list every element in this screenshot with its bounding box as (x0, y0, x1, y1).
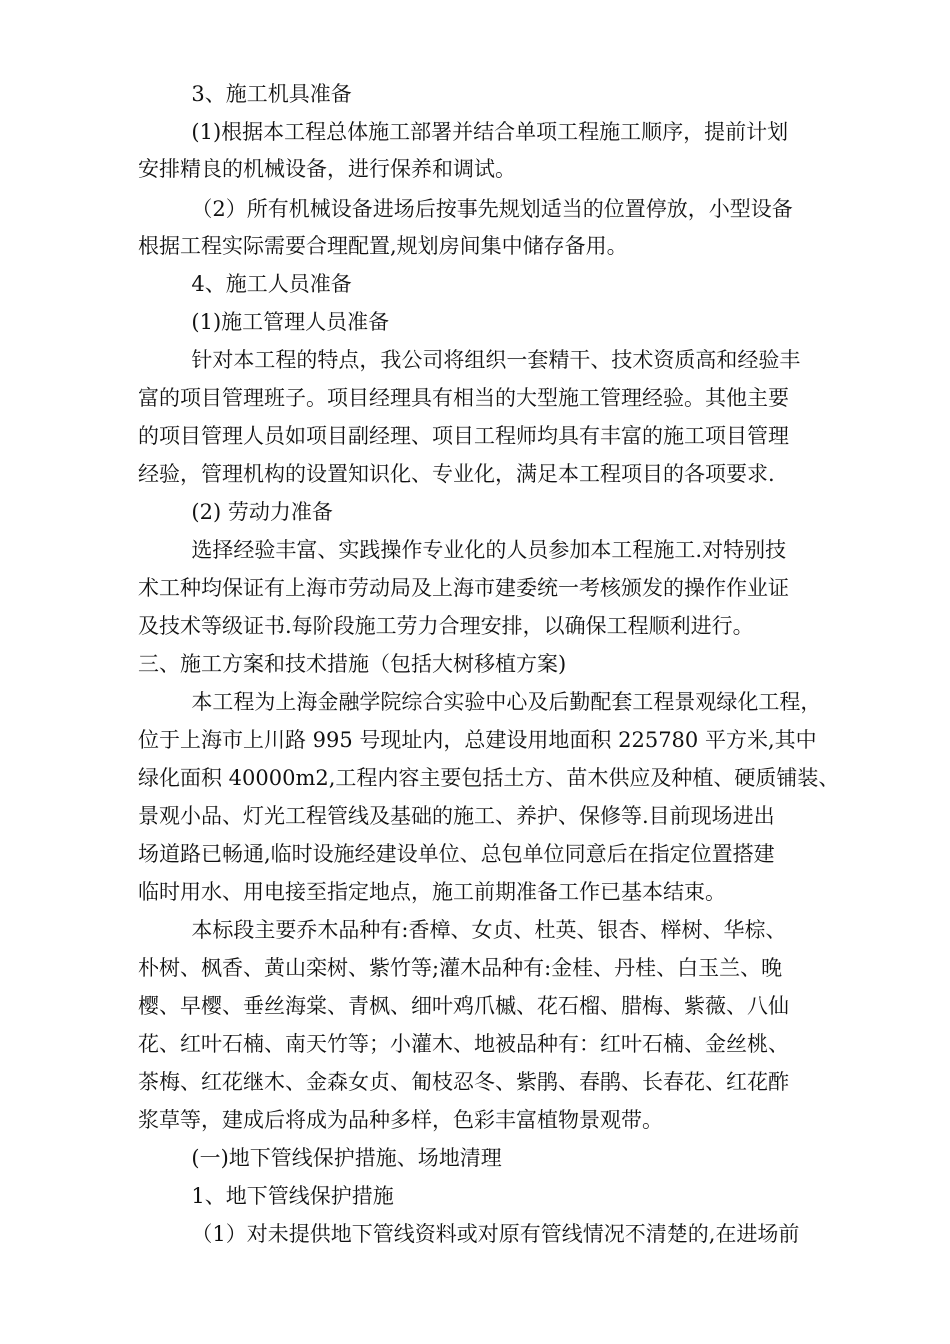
text-line: （2）所有机械设备进场后按事先规划适当的位置停放，小型设备 (138, 197, 793, 221)
text-line: 根据工程实际需要合理配置,规划房间集中储存备用。 (138, 234, 628, 258)
text-line: 临时用水、用电接至指定地点，施工前期准备工作已基本结束。 (138, 880, 726, 904)
text-line: 朴树、枫香、黄山栾树、紫竹等;灌木品种有:金桂、丹桂、白玉兰、晚 (138, 956, 783, 980)
text-line: 本标段主要乔木品种有:香樟、女贞、杜英、银杏、榉树、华棕、 (138, 918, 787, 942)
section-heading: 三、施工方案和技术措施（包括大树移植方案) (138, 652, 567, 676)
text-line: （1）对未提供地下管线资料或对原有管线情况不清楚的,在进场前 (138, 1222, 800, 1246)
text-line: (1)施工管理人员准备 (138, 310, 390, 334)
text-line: 富的项目管理班子。项目经理具有相当的大型施工管理经验。其他主要 (138, 386, 789, 410)
text-line: 浆草等，建成后将成为品种多样，色彩丰富植物景观带。 (138, 1108, 663, 1132)
text-line: 1、地下管线保护措施 (138, 1184, 394, 1208)
text-line: 本工程为上海金融学院综合实验中心及后勤配套工程景观绿化工程， (138, 690, 822, 714)
text-line: (2) 劳动力准备 (138, 500, 333, 524)
text-line: 3、施工机具准备 (138, 82, 352, 106)
text-line: (一)地下管线保护措施、场地清理 (138, 1146, 502, 1170)
text-line: 安排精良的机械设备，进行保养和调试。 (138, 157, 516, 181)
text-line: 针对本工程的特点，我公司将组织一套精干、技术资质高和经验丰 (138, 348, 801, 372)
text-line: 选择经验丰富、实践操作专业化的人员参加本工程施工.对特别技 (138, 538, 787, 562)
text-line: 花、红叶石楠、南天竹等；小灌木、地被品种有：红叶石楠、金丝桃、 (138, 1032, 789, 1056)
text-line: 景观小品、灯光工程管线及基础的施工、养护、保修等.目前现场进出 (138, 804, 775, 828)
text-line: 4、施工人员准备 (138, 272, 352, 296)
text-line: 及技术等级证书.每阶段施工劳力合理安排，以确保工程顺利进行。 (138, 614, 754, 638)
text-line: 术工种均保证有上海市劳动局及上海市建委统一考核颁发的操作作业证 (138, 576, 789, 600)
text-line: 茶梅、红花继木、金森女贞、匍枝忍冬、紫鹃、春鹃、长春花、红花酢 (138, 1070, 789, 1094)
text-line: (1)根据本工程总体施工部署并结合单项工程施工顺序，提前计划 (138, 120, 789, 144)
text-line: 绿化面积 40000m2,工程内容主要包括土方、苗木供应及种植、硬质铺装、 (138, 766, 840, 790)
text-line: 樱、早樱、垂丝海棠、青枫、细叶鸡爪槭、花石榴、腊梅、紫薇、八仙 (138, 994, 789, 1018)
text-line: 位于上海市上川路 995 号现址内，总建设用地面积 225780 平方米,其中 (138, 728, 817, 752)
text-line: 场道路已畅通,临时设施经建设单位、总包单位同意后在指定位置搭建 (138, 842, 775, 866)
text-line: 经验，管理机构的设置知识化、专业化，满足本工程项目的各项要求. (138, 462, 775, 486)
text-line: 的项目管理人员如项目副经理、项目工程师均具有丰富的施工项目管理 (138, 424, 789, 448)
